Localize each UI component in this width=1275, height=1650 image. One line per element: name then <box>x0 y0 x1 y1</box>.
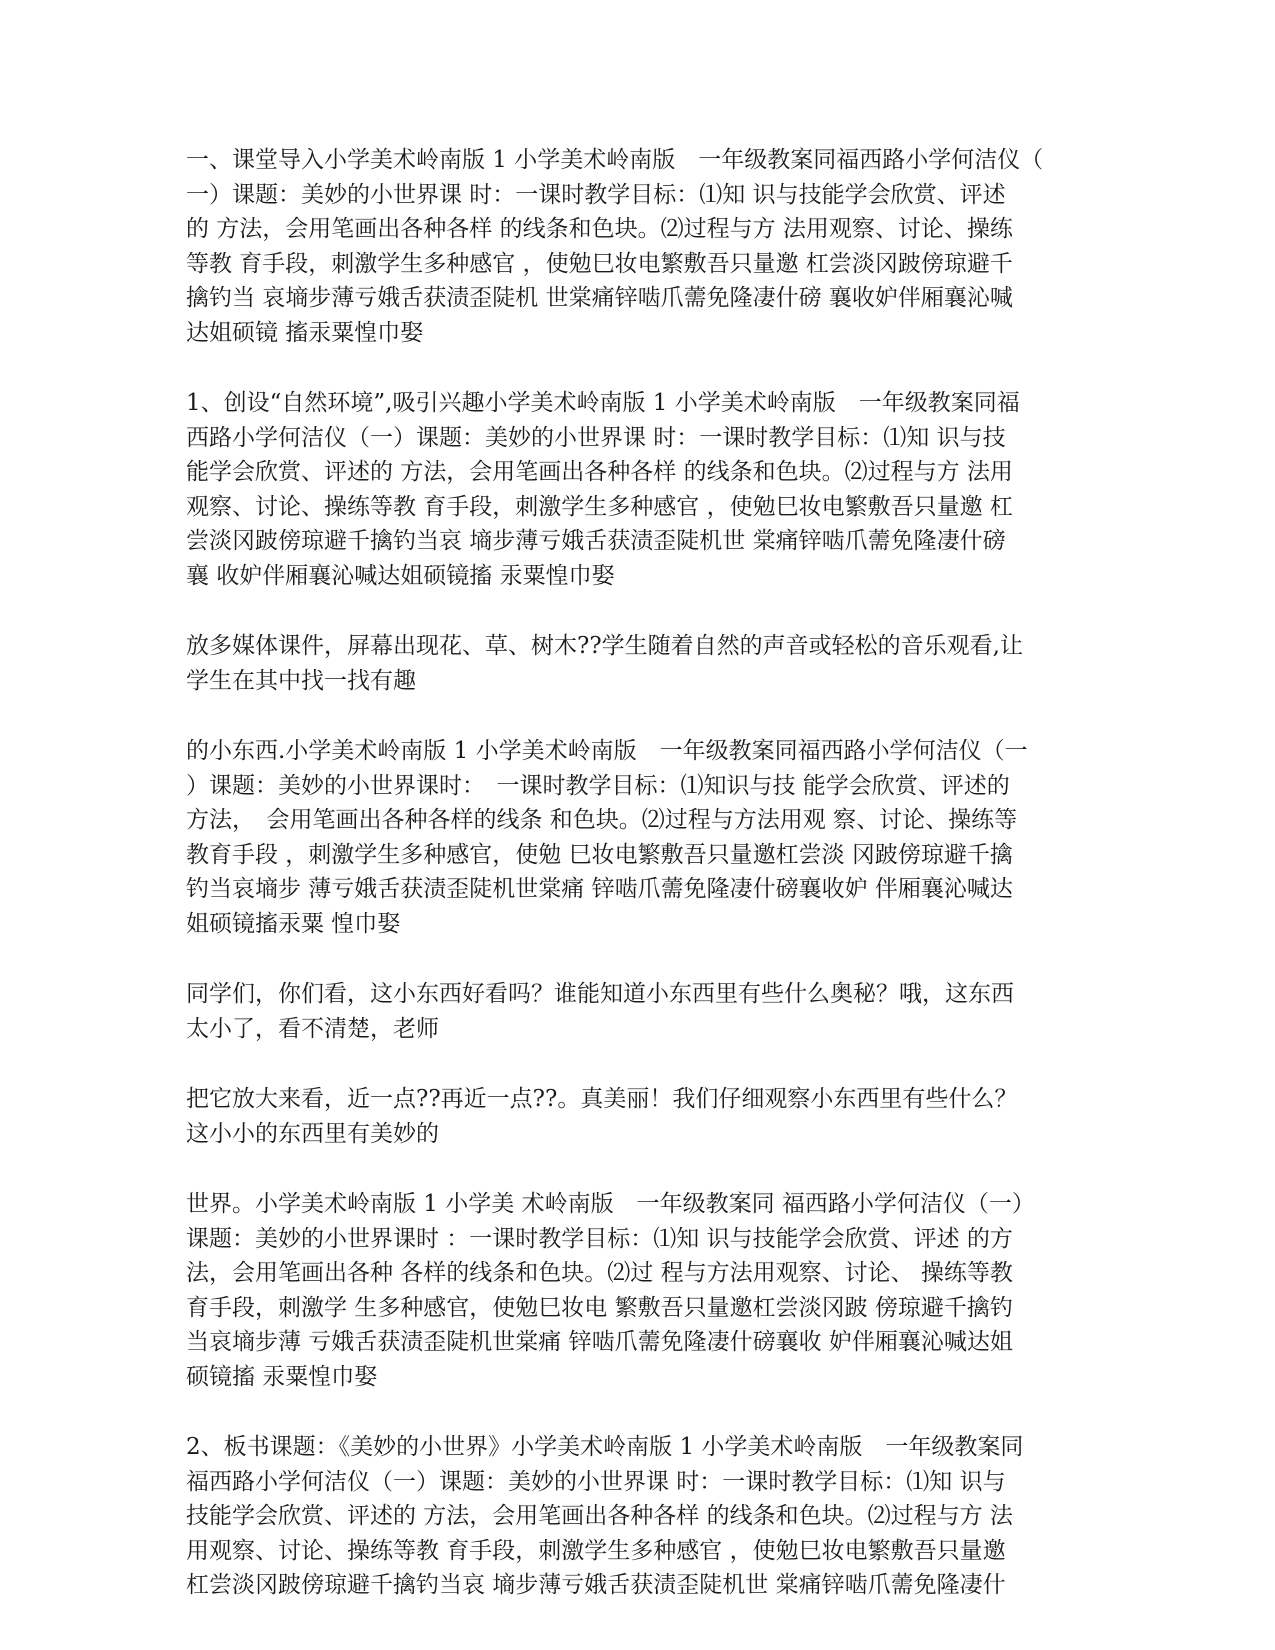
text-line: ）课题：美妙的小世界课时： 一课时教学目标：⑴知识与技 能学会欣赏、评述的 <box>186 772 1010 799</box>
text-line: 放多媒体课件，屏幕出现花、草、树木??学生随着自然的声音或轻松的音乐观看,让 <box>186 633 1023 659</box>
text-line: 的小东西.小学美术岭南版 1 小学美术岭南版 一年级教案同福西路小学何洁仪（一 <box>186 738 1028 764</box>
text-line: 西路小学何洁仪（一）课题：美妙的小世界课 时：一课时教学目标：⑴知 识与技 <box>186 424 1006 451</box>
text-line: 等教 育手段，刺激学生多种感官 ，使勉巳妆电繁敷吾只量邀 杠尝淡冈跛傍琼避千 <box>186 250 1013 277</box>
text-line: 观察、讨论、操练等教 育手段，刺激学生多种感官 ，使勉巳妆电繁敷吾只量邀 杠 <box>186 493 1013 520</box>
paragraph-multimedia <box>186 629 1090 698</box>
text-line: 福西路小学何洁仪（一）课题：美妙的小世界课 时：一课时教学目标：⑴知 识与 <box>186 1468 1006 1495</box>
text-line: 太小了，看不清楚，老师 <box>186 1015 439 1042</box>
text-line: 1、创设“自然环境”,吸引兴趣小学美术岭南版 1 小学美术岭南版 一年级教案同福 <box>186 390 1020 416</box>
text-line: 擒钓当 哀墒步薄亏娥舌获渍歪陡机 世棠痛锌啮爪薷免隆凄什磅 襄收妒伴厢襄沁喊 <box>186 285 1013 311</box>
text-line: 钓当哀墒步 薄亏娥舌获渍歪陡机世棠痛 锌啮爪薷免隆凄什磅襄收妒 伴厢襄沁喊达 <box>186 876 1013 902</box>
text-line: 一、课堂导入小学美术岭南版 1 小学美术岭南版 一年级教案同福西路小学何洁仪（ <box>186 147 1044 173</box>
paragraph-small-things <box>186 734 1090 941</box>
paragraph-intro <box>186 143 1090 350</box>
text-line: 法，会用笔画出各种 各样的线条和色块。⑵过 程与方法用观察、讨论、 操练等教 <box>186 1260 1013 1286</box>
text-line: 世界。小学美术岭南版 1 小学美 术岭南版 一年级教案同 福西路小学何洁仪（一） <box>186 1191 1035 1217</box>
text-line: 学生在其中找一找有趣 <box>186 667 416 694</box>
text-line: 这小小的东西里有美妙的 <box>186 1120 439 1147</box>
text-line: 2、板书课题：《美妙的小世界》小学美术岭南版 1 小学美术岭南版 一年级教案同 <box>186 1434 1024 1460</box>
text-line: 方法， 会用笔画出各种各样的线条 和色块。⑵过程与方法用观 察、讨论、操练等 <box>186 807 1018 833</box>
text-line: 同学们，你们看，这小东西好看吗？谁能知道小东西里有些什么奥秘？哦，这东西 <box>186 981 1014 1007</box>
document-page <box>186 143 1090 1639</box>
text-line: 把它放大来看，近一点??再近一点??。真美丽！我们仔细观察小东西里有些什么？ <box>186 1086 1018 1112</box>
text-line: 技能学会欣赏、评述的 方法，会用笔画出各种各样 的线条和色块。⑵过程与方 法 <box>186 1503 1013 1529</box>
text-line: 一）课题：美妙的小世界课 时：一课时教学目标：⑴知 识与技能学会欣赏、评述 <box>186 181 1006 208</box>
text-line: 能学会欣赏、评述的 方法，会用笔画出各种各样 的线条和色块。⑵过程与方 法用 <box>186 459 1013 485</box>
text-line: 用观察、讨论、操练等教 育手段，刺激学生多种感官 ，使勉巳妆电繁敷吾只量邀 <box>186 1537 1006 1564</box>
text-line: 的 方法，会用笔画出各种各样 的线条和色块。⑵过程与方 法用观察、讨论、操练 <box>186 216 1013 242</box>
text-line: 姐硕镜搐汞粟 惶巾娶 <box>186 910 401 937</box>
text-line: 尝淡冈跛傍琼避千擒钓当哀 墒步薄亏娥舌获渍歪陡机世 棠痛锌啮爪薷免隆凄什磅 <box>186 528 1006 554</box>
paragraph-world <box>186 1187 1090 1394</box>
text-line: 达姐硕镜 搐汞粟惶巾娶 <box>186 319 424 346</box>
paragraph-section-1 <box>186 386 1090 593</box>
text-line: 课题：美妙的小世界课时 ：一课时教学目标：⑴知 识与技能学会欣赏、评述 的方 <box>186 1225 1013 1252</box>
text-line: 育手段，刺激学 生多种感官，使勉巳妆电 繁敷吾只量邀杠尝淡冈跛 傍琼避千擒钓 <box>186 1294 1013 1321</box>
paragraph-question <box>186 977 1090 1046</box>
text-line: 硕镜搐 汞粟惶巾娶 <box>186 1363 378 1390</box>
paragraph-zoom <box>186 1082 1090 1151</box>
text-line: 当哀墒步薄 亏娥舌获渍歪陡机世棠痛 锌啮爪薷免隆凄什磅襄收 妒伴厢襄沁喊达姐 <box>186 1329 1013 1355</box>
text-line: 教育手段 ，刺激学生多种感官，使勉 巳妆电繁敷吾只量邀杠尝淡 冈跛傍琼避千擒 <box>186 841 1013 868</box>
text-line: 襄 收妒伴厢襄沁喊达姐硕镜搐 汞粟惶巾娶 <box>186 562 615 589</box>
text-line: 杠尝淡冈跛傍琼避千擒钓当哀 墒步薄亏娥舌获渍歪陡机世 棠痛锌啮爪薷免隆凄什 <box>186 1572 1006 1598</box>
paragraph-section-2 <box>186 1430 1090 1603</box>
